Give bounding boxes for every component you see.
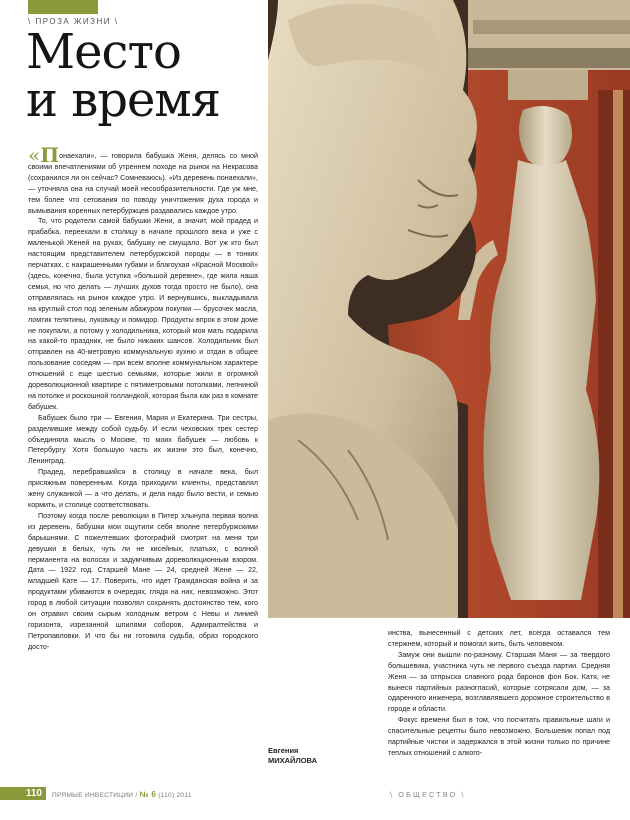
paragraph: Бабушек было три — Евгения, Мария и Екатерина. Три сестры, разделившие между собой судьбу. И если чеховских трех сестер объединяла мысль о Москве, то моих бабушек — любовь к Петербургу. Хотя большую часть их жизни это был, конечно, Ленинград. [28, 413, 258, 466]
drop-cap: П [40, 143, 60, 167]
rubric-color-bar [28, 0, 98, 14]
paragraph: Фокус времени был в том, что посчитать правильные шаги и спасительные рецепты было невозможно. Большевик попал под партийные чистки и задержался в этой жизни только по причине теплых отношений с алкого- [388, 716, 610, 757]
author-byline [268, 746, 317, 766]
section-label: \ ОБЩЕСТВО \ [390, 790, 466, 799]
paragraph: инства, вынесенный с детских лет, всегда оставался тем стержнем, который и помогал жить, быть человеком. [388, 629, 610, 648]
caryatid-statues-photo [268, 0, 630, 618]
article-title [26, 24, 221, 128]
issue-number: № 6 [139, 790, 157, 799]
paragraph: Замуж они вышли по-разному. Старшая Маня — за твердого большевика, участника чуть не первого съезда партии. Средняя Женя — за отпрыска славного рода баронов фон Бок. Катя, не вынеся партийных разногласий, которые сотрясали дом, — за одаренного инженера, возглавлявшего дорожное строительство в городе и области. [388, 650, 610, 714]
photo-illustration [268, 0, 630, 618]
title-line-2: и время [26, 72, 221, 128]
magazine-footer [52, 790, 192, 799]
rubric-label: \ ПРОЗА ЖИЗНИ \ [28, 17, 119, 26]
author-first-name: Евгения [268, 746, 299, 755]
article-column-left [28, 143, 258, 653]
page-number: 110 [0, 787, 46, 800]
opening-quote: « [28, 143, 41, 167]
author-last-name: МИХАЙЛОВА [268, 756, 318, 765]
article-column-right [388, 628, 610, 759]
paragraph: Прадед, перебравшийся в столицу в начале века, был присяжным поверенным. Когда приходили клиенты, представлял жену служанкой — а что делать, и дела надо было вести, и семью кормить, и столице соответствовать. [28, 468, 258, 509]
lead-paragraph [28, 143, 258, 216]
paragraph-text: онаехали», — говорила бабушка Женя, делясь со мной своими впечатлениями об утреннем походе на рынок на Некрасова (сохранился ли он сейчас? Сомневаюсь). «Из деревень понаехали», — уточняла она на случай моей несообразительности. Где уж мне, тем более что сетования по поводу уничтожения духа города и вымывания коренных петербуржцев раздавались каждое утро. [28, 152, 258, 215]
issue-detail: (110) 2011 [158, 792, 192, 799]
magazine-name: ПРЯМЫЕ ИНВЕСТИЦИИ / [52, 792, 138, 799]
paragraph: То, что родители самой бабушки Жени, а значит, мой прадед и прабабка, переехали в столицу в начале прошлого века и уже с маленькой Женей на руках, бабушку не смущало. Вот уж кто был настоящим представителем петербуржской породы — в тонких перчатках, с накрашенными губами и благоухая «Красной Москвой» (здесь, конечно, была уступка «большой деревне», где жила наша семья, но что делать — лучших духов тогда просто не было), она отправлялась на рынок каждое утро. И вернувшись, выкладывала на круглый стол под зеленым абажуром покупки — брусочек масла, ломтик телятины, луковицу и помидор. Продукты впрок в этом доме не покупали, а потому у холодильника, который моя мать подарила на какой-то праздник, не было никаких шансов. Холодильник был отправлен на 40-метровую коммунальную кухню и отдан в общее пользование соседям — при всем вполне коммунальном характере отношений с еще шестью семьями, которые жили в огромной дореволюционной квартире с пятиметровыми потолками, лепниной на потолке и роскошной голландкой, которая была как раз в комнате бабушек. [28, 217, 258, 411]
title-line-1: Место [26, 24, 181, 80]
paragraph: Поэтому когда после революции в Питер хлынула первая волна из деревень, бабушки мои ощутили себя вполне петербуржскими барышнями. С пожелтевших фотографий смотрят на меня три девушки в белых, чуть ли не кисейных, платьях, с волной перманента на волосах и задумчивым дореволюционным взором. Дата — 1922 год. Старшей Мане — 24, средней Жене — 22, младшей Кате — 17. Поверить, что идет Гражданская война и за продуктами убиваются в очередях, глядя на них, невозможно. Этот город в любой ситуации позволял сохранять достоинство тем, кого он отравил своим сырым холодным ветром с Невы и линией горизонта, изрезанной шпилями соборов, Адмиралтейства и Петропавловки. И что бы ни готовила судьба, образ городского досто- [28, 511, 258, 651]
